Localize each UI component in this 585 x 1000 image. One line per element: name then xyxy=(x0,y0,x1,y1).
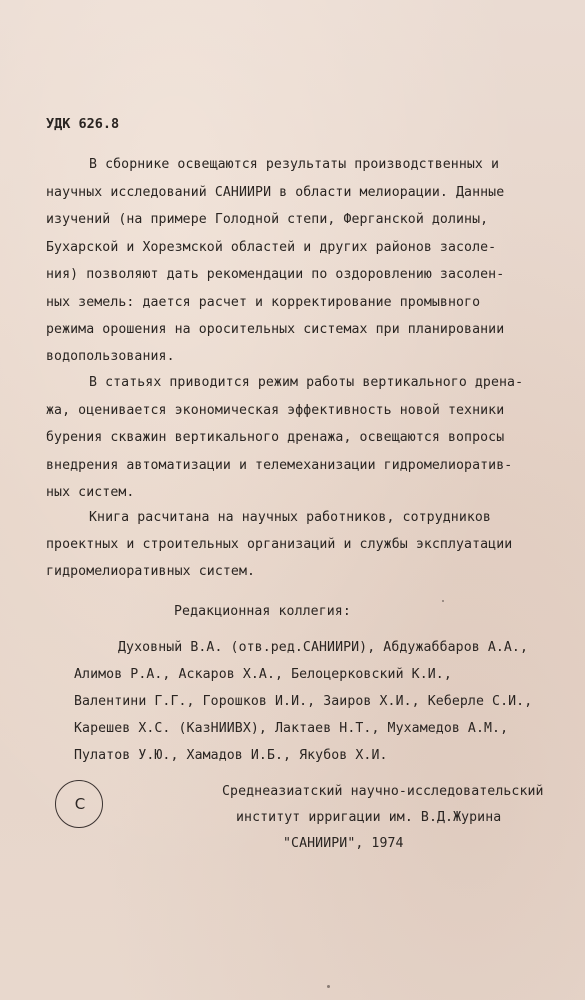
board-member-line: Карешев Х.С. (КазНИИВХ), Лактаев Н.Т., Мухамедов А.М., xyxy=(74,721,509,736)
text-line: бурения скважин вертикального дренажа, освещаются вопросы xyxy=(46,430,505,445)
board-member-line: Пулатов У.Ю., Хамадов И.Б., Якубов Х.И. xyxy=(74,748,388,763)
board-title: Редакционная коллегия: xyxy=(174,604,351,619)
text-line: гидромелиоративных систем. xyxy=(46,564,256,579)
copyright-letter: С xyxy=(74,795,86,813)
board-member-line: Духовный В.А. (отв.ред.САНИИРИ), Абдужаббаров А.А., xyxy=(118,640,529,655)
text-line: ных систем. xyxy=(46,485,135,500)
text-line: Бухарской и Хорезмской областей и других районов засоле- xyxy=(46,240,497,255)
board-member-line: Валентини Г.Г., Горошков И.И., Заиров Х.И., Keберле С.И., xyxy=(74,694,533,709)
text-line: ных земель: дается расчет и корректирование промывного xyxy=(46,295,481,310)
text-line: режима орошения на оросительных системах при планировании xyxy=(46,322,505,337)
text-line: ния) позволяют дать рекомендации по оздоровлению засолен- xyxy=(46,267,505,282)
institute-line: Среднеазиатский научно-исследовательский xyxy=(222,784,544,799)
text-line: жа, оценивается экономическая эффективность новой техники xyxy=(46,403,505,418)
institute-line: институт ирригации им. В.Д.Журина xyxy=(236,810,502,825)
text-line: водопользования. xyxy=(46,349,175,364)
institute-line: "САНИИРИ", 1974 xyxy=(283,836,404,851)
text-line: В статьях приводится режим работы вертикального дрена- xyxy=(89,375,524,390)
text-line: изучений (на примере Голодной степи, Ферганской долины, xyxy=(46,212,489,227)
text-line: внедрения автоматизации и телемеханизации гидромелиоратив- xyxy=(46,458,513,473)
udk-code: УДК 626.8 xyxy=(46,116,120,132)
copyright-seal xyxy=(55,780,103,828)
text-line: В сборнике освещаются результаты производственных и xyxy=(89,157,500,172)
board-member-line: Алимов Р.А., Аскаров Х.А., Белоцерковский К.И., xyxy=(74,667,452,682)
paper-speck xyxy=(442,600,444,602)
text-line: Книга расчитана на научных работников, сотрудников xyxy=(89,510,491,525)
text-line: научных исследований САНИИРИ в области мелиорации. Данные xyxy=(46,185,505,200)
paper-speck xyxy=(327,985,330,988)
text-line: проектных и строительных организаций и службы эксплуатации xyxy=(46,537,513,552)
